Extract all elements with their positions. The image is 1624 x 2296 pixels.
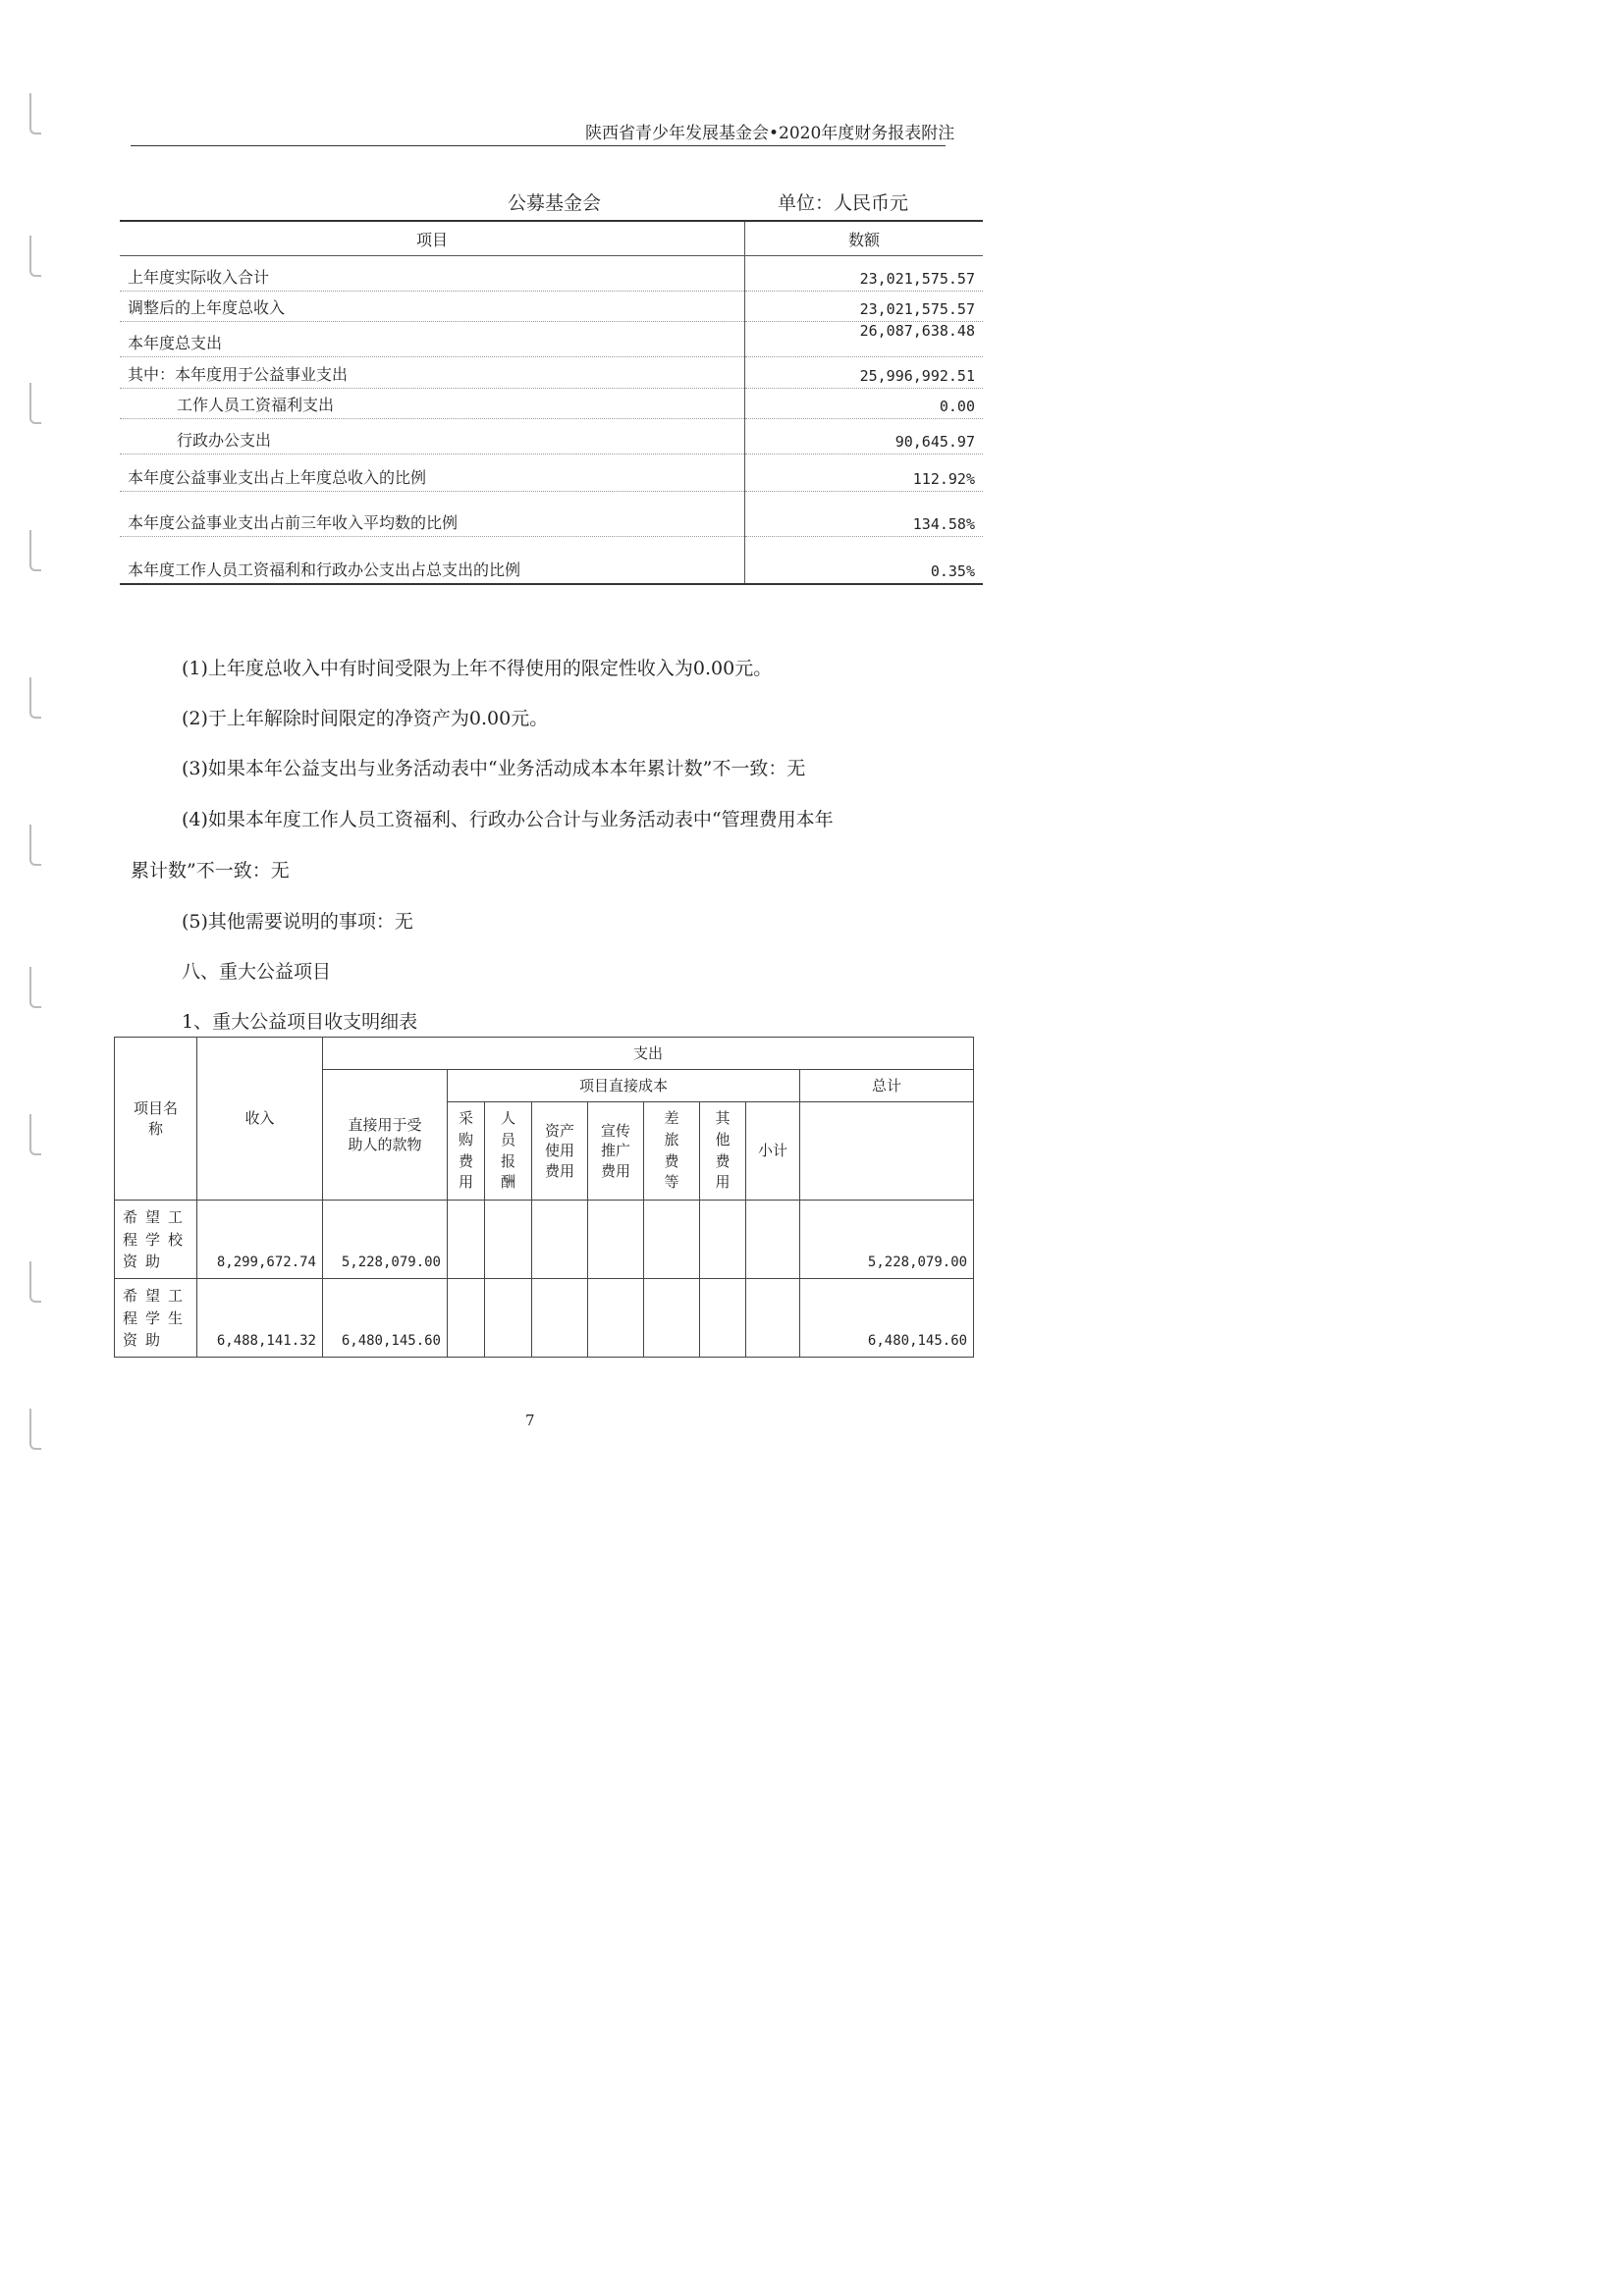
empty-cell bbox=[746, 1201, 800, 1279]
empty-cell bbox=[588, 1201, 644, 1279]
empty-cell bbox=[700, 1201, 746, 1279]
empty-cell bbox=[532, 1201, 588, 1279]
header-total: 总计 bbox=[800, 1070, 974, 1102]
note-paragraph: (3)如果本年公益支出与业务活动表中“业务活动成本本年累计数”不一致：无 bbox=[182, 758, 806, 779]
row-label: 调整后的上年度总收入 bbox=[120, 292, 745, 322]
row-label: 本年度公益事业支出占前三年收入平均数的比例 bbox=[120, 492, 745, 537]
table-row bbox=[120, 322, 983, 357]
project-income: 6,488,141.32 bbox=[197, 1279, 323, 1358]
table-row bbox=[120, 537, 983, 584]
row-value: 26,087,638.48 bbox=[745, 322, 984, 357]
page-number: 7 bbox=[525, 1412, 535, 1429]
note-paragraph: (5)其他需要说明的事项：无 bbox=[182, 911, 413, 933]
header-promotion: 宣传推广费用 bbox=[588, 1102, 644, 1201]
binder-mark bbox=[29, 967, 41, 1008]
table-caption-org-type: 公募基金会 bbox=[508, 192, 602, 214]
table-row bbox=[120, 492, 983, 537]
row-value: 0.00 bbox=[745, 389, 984, 419]
header-direct-aid: 直接用于受助人的款物 bbox=[323, 1070, 448, 1201]
binder-mark bbox=[29, 825, 41, 866]
row-label: 行政办公支出 bbox=[120, 419, 745, 454]
binder-mark bbox=[29, 1409, 41, 1450]
row-label: 其中：本年度用于公益事业支出 bbox=[120, 357, 745, 389]
header-other: 其他费用 bbox=[700, 1102, 746, 1201]
note-paragraph: (2)于上年解除时间限定的净资产为0.00元。 bbox=[182, 708, 549, 729]
binder-mark bbox=[29, 1114, 41, 1155]
column-header-item: 项目 bbox=[120, 221, 745, 256]
row-value: 23,021,575.57 bbox=[745, 292, 984, 322]
major-project-income-expense-table bbox=[114, 1037, 974, 1358]
table-row bbox=[120, 389, 983, 419]
row-value: 112.92% bbox=[745, 454, 984, 492]
empty-cell bbox=[448, 1201, 485, 1279]
table-row bbox=[120, 256, 983, 292]
empty-cell bbox=[644, 1201, 700, 1279]
empty-cell bbox=[485, 1279, 532, 1358]
project-name: 希望工程学校资助 bbox=[115, 1201, 197, 1279]
binder-mark bbox=[29, 93, 41, 134]
header-rule bbox=[131, 145, 946, 146]
binder-mark bbox=[29, 677, 41, 719]
header-subtotal: 小计 bbox=[746, 1102, 800, 1201]
table-caption-unit: 单位：人民币元 bbox=[778, 192, 909, 214]
empty-cell bbox=[746, 1279, 800, 1358]
charity-expense-ratio-table bbox=[120, 220, 983, 585]
empty-cell bbox=[588, 1279, 644, 1358]
header-travel: 差旅费等 bbox=[644, 1102, 700, 1201]
table-row bbox=[115, 1279, 974, 1358]
table-row bbox=[120, 292, 983, 322]
page-header: 陕西省青少年发展基金会•2020年度财务报表附注 bbox=[585, 124, 955, 143]
row-value: 0.35% bbox=[745, 537, 984, 584]
binder-mark bbox=[29, 383, 41, 424]
column-header-amount: 数额 bbox=[745, 221, 984, 256]
row-label: 工作人员工资福利支出 bbox=[120, 389, 745, 419]
subsection-heading: 1、重大公益项目收支明细表 bbox=[182, 1011, 418, 1033]
empty-cell bbox=[485, 1201, 532, 1279]
header-procurement: 采购费用 bbox=[448, 1102, 485, 1201]
project-direct-aid: 6,480,145.60 bbox=[323, 1279, 448, 1358]
binder-mark bbox=[29, 1261, 41, 1303]
empty-cell bbox=[532, 1279, 588, 1358]
binder-mark bbox=[29, 236, 41, 277]
row-label: 本年度公益事业支出占上年度总收入的比例 bbox=[120, 454, 745, 492]
header-expense: 支出 bbox=[323, 1038, 974, 1070]
table-row bbox=[120, 357, 983, 389]
header-total-blank bbox=[800, 1102, 974, 1201]
note-paragraph: (1)上年度总收入中有时间受限为上年不得使用的限定性收入为0.00元。 bbox=[182, 658, 773, 679]
section-heading: 八、重大公益项目 bbox=[182, 961, 332, 983]
project-total: 6,480,145.60 bbox=[800, 1279, 974, 1358]
project-income: 8,299,672.74 bbox=[197, 1201, 323, 1279]
empty-cell bbox=[700, 1279, 746, 1358]
project-name: 希望工程学生资助 bbox=[115, 1279, 197, 1358]
row-label: 本年度总支出 bbox=[120, 322, 745, 357]
header-direct-cost: 项目直接成本 bbox=[448, 1070, 800, 1102]
header-asset-use: 资产使用费用 bbox=[532, 1102, 588, 1201]
project-direct-aid: 5,228,079.00 bbox=[323, 1201, 448, 1279]
table-row bbox=[120, 454, 983, 492]
row-value: 90,645.97 bbox=[745, 419, 984, 454]
row-label: 上年度实际收入合计 bbox=[120, 256, 745, 292]
row-label: 本年度工作人员工资福利和行政办公支出占总支出的比例 bbox=[120, 537, 745, 584]
binder-mark bbox=[29, 530, 41, 571]
empty-cell bbox=[448, 1279, 485, 1358]
table-row bbox=[120, 419, 983, 454]
empty-cell bbox=[644, 1279, 700, 1358]
header-staff-pay: 人员报酬 bbox=[485, 1102, 532, 1201]
row-value: 25,996,992.51 bbox=[745, 357, 984, 389]
row-value: 23,021,575.57 bbox=[745, 256, 984, 292]
header-project-name: 项目名称 bbox=[115, 1038, 197, 1201]
note-paragraph: (4)如果本年度工作人员工资福利、行政办公合计与业务活动表中“管理费用本年 bbox=[182, 809, 834, 830]
table-row bbox=[115, 1201, 974, 1279]
project-total: 5,228,079.00 bbox=[800, 1201, 974, 1279]
header-income: 收入 bbox=[197, 1038, 323, 1201]
note-paragraph: 累计数”不一致：无 bbox=[131, 860, 290, 881]
row-value: 134.58% bbox=[745, 492, 984, 537]
